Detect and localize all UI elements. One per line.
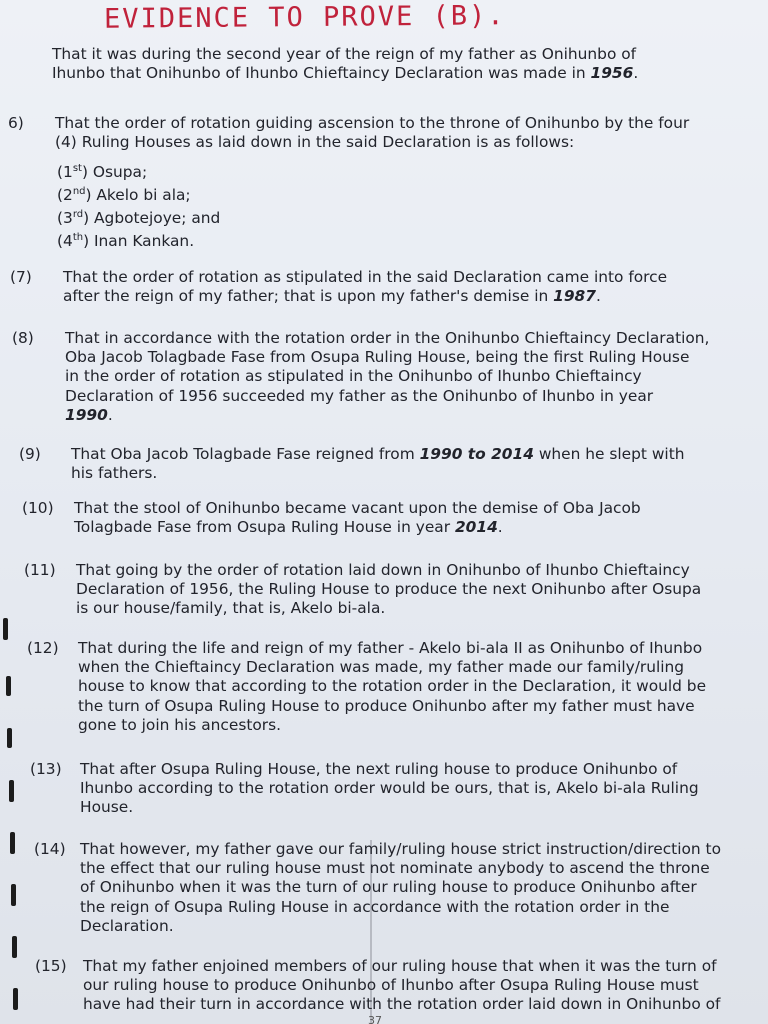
paragraph-15 xyxy=(83,957,723,1015)
ruling-house-4: (4th) Inan Kankan. xyxy=(57,231,195,250)
p9-line-1: That Oba Jacob Tolagbade Fase reigned from 1990 to 2014 when he slept with xyxy=(71,445,685,463)
p15-line-3: have had their turn in accordance with the rotation order laid down in Onihunbo of xyxy=(83,995,721,1014)
paragraph-number-14: (14) xyxy=(34,840,66,858)
ruling-houses-list xyxy=(57,161,357,253)
intro-line-2: Ihunbo that Onihunbo of Ihunbo Chieftaincy Declaration was made in 1956. xyxy=(52,64,639,83)
p11-line-1: That going by the order of rotation laid down in Onihunbo of Ihunbo Chieftaincy xyxy=(76,561,690,579)
p7-line-1: That the order of rotation as stipulated in the said Declaration came into force xyxy=(63,268,668,286)
paragraph-9 xyxy=(71,445,721,483)
binder-mark xyxy=(10,832,15,854)
year-1990: 1990 xyxy=(65,405,108,424)
p9-line-2: his fathers. xyxy=(71,464,158,483)
p6-line-1: That the order of rotation guiding ascension to the throne of Onihunbo by the four xyxy=(55,114,690,132)
ruling-house-1: (1st) Osupa; xyxy=(57,162,148,181)
p12-line-4: the turn of Osupa Ruling House to produce Onihunbo after my father must have xyxy=(78,696,695,715)
paragraph-12 xyxy=(78,639,723,735)
intro-paragraph xyxy=(52,45,718,83)
paragraph-10 xyxy=(74,499,721,537)
p15-line-2: our ruling house to produce Onihunbo of Ihunbo after Osupa Ruling House must xyxy=(83,976,699,995)
binder-mark xyxy=(13,988,18,1010)
p13-line-1: That after Osupa Ruling House, the next ruling house to produce Onihunbo of xyxy=(80,760,678,778)
paragraph-number-13: (13) xyxy=(30,760,62,778)
p8-line-4: Declaration of 1956 succeeded my father as the Onihunbo of Ihunbo in year xyxy=(65,386,654,405)
page-fold-line xyxy=(370,840,372,1024)
p10-line-2: Tolagbade Fase from Osupa Ruling House in year 2014. xyxy=(74,518,503,537)
p12-line-5: gone to join his ancestors. xyxy=(78,715,282,734)
p14-line-5: Declaration. xyxy=(80,916,174,935)
p11-line-2: Declaration of 1956, the Ruling House to produce the next Onihunbo after Osupa xyxy=(76,580,702,599)
p12-line-3: house to know that according to the rotation order in the Declaration, it would be xyxy=(78,677,707,696)
paragraph-13 xyxy=(80,760,723,818)
p7-line-2: after the reign of my father; that is upon my father's demise in 1987. xyxy=(63,287,601,306)
year-1956: 1956 xyxy=(590,64,634,83)
paragraph-11 xyxy=(76,561,721,619)
year-1987: 1987 xyxy=(553,287,596,306)
p8-line-5: 1990. xyxy=(65,405,113,424)
p15-line-1: That my father enjoined members of our ruling house that when it was the turn of xyxy=(83,957,717,975)
paragraph-8 xyxy=(65,329,720,425)
p14-line-1: That however, my father gave our family/ruling house strict instruction/direction to xyxy=(80,840,721,858)
binder-mark xyxy=(11,884,16,906)
page-number: 37 xyxy=(368,1014,382,1024)
paragraph-number-9: (9) xyxy=(19,445,41,463)
ruling-house-2: (2nd) Akelo bi ala; xyxy=(57,185,191,204)
p14-line-3: of Onihunbo when it was the turn of our ruling house to produce Onihunbo after xyxy=(80,878,697,897)
paragraph-number-11: (11) xyxy=(24,561,56,579)
p8-line-2: Oba Jacob Tolagbade Fase from Osupa Ruling House, being the first Ruling House xyxy=(65,348,690,367)
p6-line-2: (4) Ruling Houses as laid down in the said Declaration is as follows: xyxy=(55,133,575,152)
year-2014: 2014 xyxy=(454,518,498,537)
binder-mark xyxy=(9,780,14,802)
intro-line-1: That it was during the second year of the reign of my father as Onihunbo of xyxy=(52,45,637,63)
p12-line-1: That during the life and reign of my father - Akelo bi-ala II as Onihunbo of Ihunbo xyxy=(78,639,703,657)
p11-line-3: is our house/family, that is, Akelo bi-ala. xyxy=(76,599,386,618)
paragraph-14 xyxy=(80,840,723,936)
paragraph-number-10: (10) xyxy=(22,499,54,517)
binder-mark xyxy=(7,728,12,748)
handwritten-heading: EVIDENCE TO PROVE (B). xyxy=(103,0,506,35)
paragraph-7 xyxy=(63,268,718,306)
paragraph-number-15: (15) xyxy=(35,957,67,975)
years-1990-2014: 1990 to 2014 xyxy=(419,445,534,463)
paragraph-number-12: (12) xyxy=(27,639,59,657)
binder-mark xyxy=(3,618,8,640)
paragraph-number-6: 6) xyxy=(8,114,24,132)
p10-line-1: That the stool of Onihunbo became vacant upon the demise of Oba Jacob xyxy=(74,499,641,517)
binder-mark xyxy=(12,936,17,958)
ruling-house-3: (3rd) Agbotejoye; and xyxy=(57,208,221,227)
p8-line-1: That in accordance with the rotation order in the Onihunbo Chieftaincy Declaration, xyxy=(65,329,710,347)
paragraph-number-7: (7) xyxy=(10,268,32,286)
binder-mark xyxy=(6,676,11,696)
p13-line-2: Ihunbo according to the rotation order would be ours, that is, Akelo bi-ala Ruling xyxy=(80,779,699,798)
paragraph-number-8: (8) xyxy=(12,329,34,347)
p14-line-4: the reign of Osupa Ruling House in accordance with the rotation order in the xyxy=(80,897,670,916)
p13-line-3: House. xyxy=(80,798,134,817)
paragraph-6 xyxy=(55,114,718,152)
p8-line-3: in the order of rotation as stipulated in the Onihunbo of Ihunbo Chieftaincy xyxy=(65,367,642,386)
p14-line-2: the effect that our ruling house must not nominate anybody to ascend the throne xyxy=(80,859,710,878)
p12-line-2: when the Chieftaincy Declaration was made, my father made our family/ruling xyxy=(78,658,685,677)
